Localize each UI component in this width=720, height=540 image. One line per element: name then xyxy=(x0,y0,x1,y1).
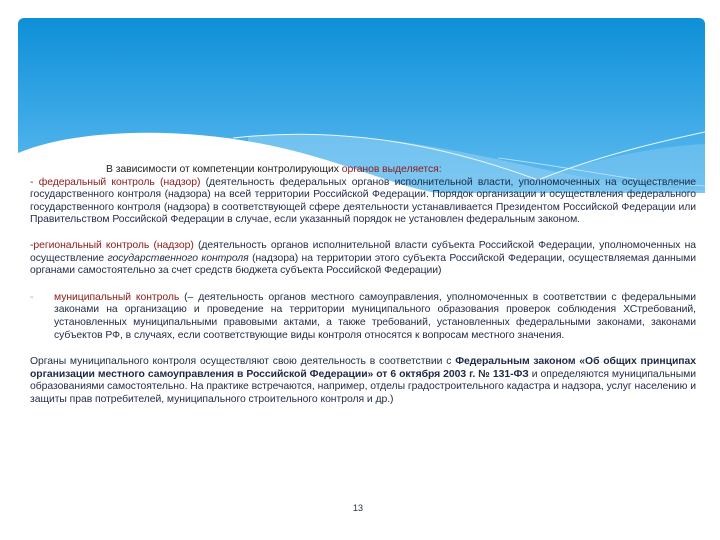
spacer xyxy=(30,227,696,240)
closing-text-before: Органы муниципального контроля осуществляют свою деятельность в соответствии с xyxy=(30,356,456,368)
federal-control-text: (деятельность федеральных органов исполнительной власти, уполномоченных на осуществление государственного контроля (надзора) на всей территории Российской Федерации. Порядок организации и осуществления федерального государственного контроля (надзора) в соответствующей сфере деятельности устанавливается Президентом Российской Федерации или Правительством Российской Федерации в случае, если указанный порядок не установлен федеральным законом. xyxy=(30,176,696,226)
regional-control-text-after: (надзора) на территории этого субъекта Российской Федерации, осуществляемая данными органами самостоятельно за счет средств бюджета субъекта Российской Федерации) xyxy=(30,252,696,277)
regional-control-text-before: (деятельность органов исполнительной власти субъекта Российской Федерации, уполномоченных на осуществление xyxy=(30,239,696,264)
municipal-control-text: (– деятельность органов местного самоуправления, уполномоченных в соответствии с федеральными законами на организацию и проведение на территории муниципального образования проверок соблюдения ХСтребований, установленных муниципальными правовыми актами, а также требований, установленных федеральными законами, законами субъектов РФ, в случаях, если соответствующие виды контроля относятся к вопросам местного значения. xyxy=(54,291,696,341)
slide-body xyxy=(30,164,696,407)
regional-control-term: -региональный контроль (надзор) xyxy=(30,239,194,251)
closing-paragraph xyxy=(30,356,696,406)
heading-prefix: В зависимости от компетенции контролирующих xyxy=(106,164,342,175)
bullet-dash: - xyxy=(30,291,34,303)
municipal-control-paragraph xyxy=(30,292,696,342)
spacer xyxy=(30,342,696,356)
municipal-control-term: муниципальный контроль xyxy=(54,291,180,303)
regional-control-paragraph xyxy=(30,240,696,278)
regional-control-italic: государственного контроля xyxy=(107,252,249,264)
section-heading xyxy=(30,164,696,177)
federal-law-reference: Федеральным законом «Об общих принципах организации местного самоуправления в Российской Федерации» от 6 октября 2003 г. № 131-ФЗ xyxy=(30,356,696,380)
federal-control-term: - федеральный контроль (надзор) xyxy=(30,176,201,188)
heading-accent: органов выделяется: xyxy=(341,164,442,175)
spacer xyxy=(30,278,696,292)
page-number: 13 xyxy=(353,503,364,513)
closing-text-after: и определяются муниципальными образованиями самостоятельно. На практике встречаются, например, отделы градостроительного кадастра и надзора, услуг населению и защиты прав потребителей, муниципального строительного контроля и др.) xyxy=(30,368,696,405)
federal-control-paragraph xyxy=(30,177,696,227)
